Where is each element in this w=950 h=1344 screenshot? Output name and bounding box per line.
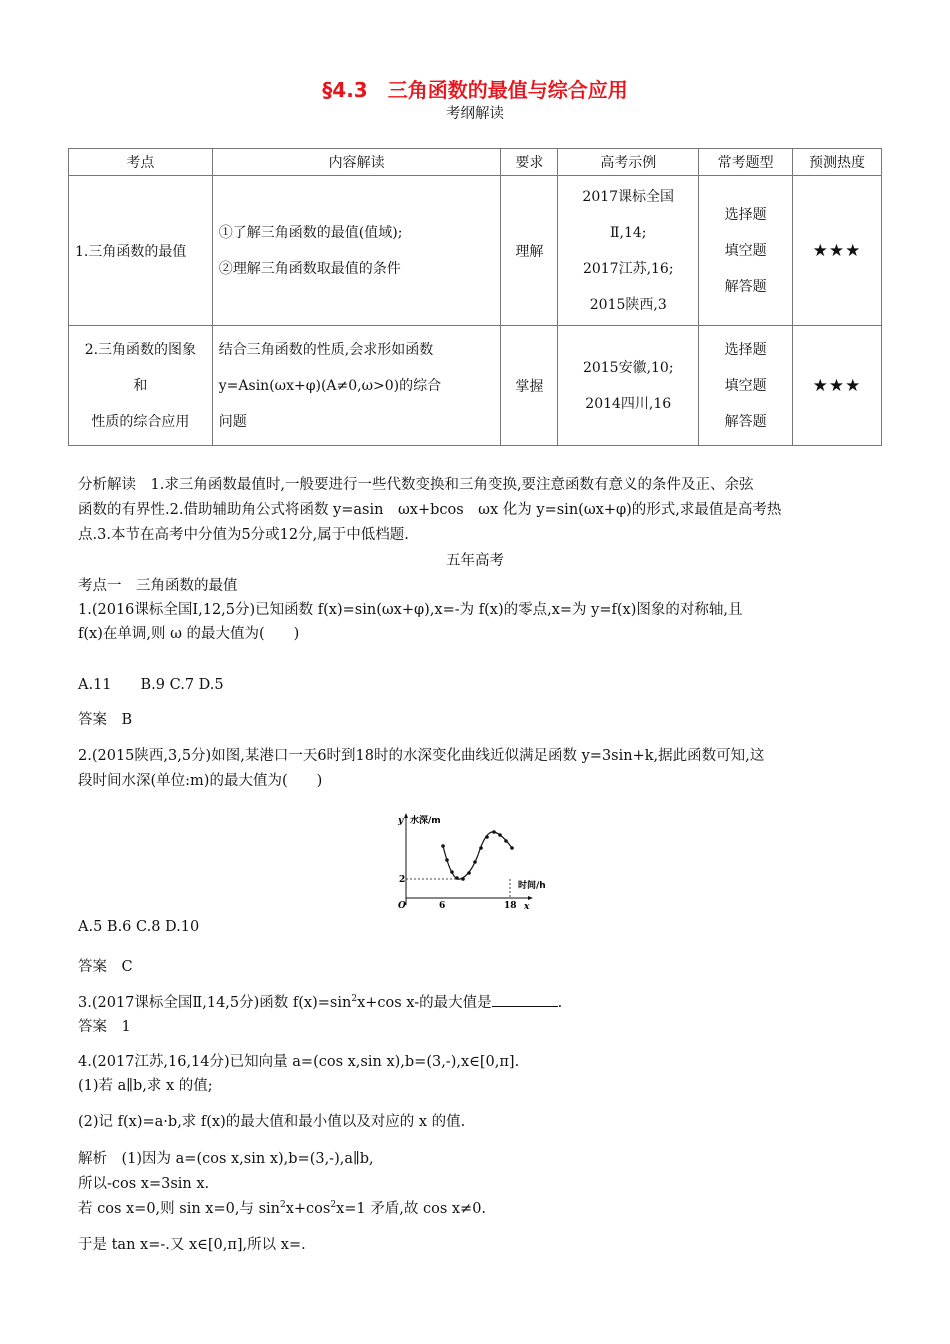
row2-topic bbox=[69, 326, 213, 446]
analysis-line: 点.3.本节在高考中分值为5分或12分,属于中低档题. bbox=[78, 527, 409, 543]
q2-options: A.5 B.6 C.8 D.10 bbox=[78, 919, 200, 935]
water-depth-figure bbox=[390, 810, 546, 912]
curve-point bbox=[504, 839, 508, 843]
header-requirement: 要求 bbox=[501, 149, 558, 176]
curve-point bbox=[510, 846, 514, 850]
row2-types bbox=[699, 326, 793, 446]
q4-line: 4.(2017江苏,16,14分)已知向量 a=(cos x,sin x),b=(3,-),x∈[0,π]. bbox=[78, 1054, 520, 1070]
example-line: 2015安徽,10; bbox=[582, 359, 674, 376]
sol3-c: x=1 矛盾,故 cos x≠0. bbox=[336, 1201, 487, 1217]
solution-line: 所以-cos x=3sin x. bbox=[78, 1176, 210, 1192]
q3-superscript: 2 bbox=[351, 994, 358, 1005]
row1-heat-stars: ★★★ bbox=[793, 176, 882, 326]
q3-answer: 答案 1 bbox=[78, 1019, 131, 1035]
curve-point bbox=[461, 877, 465, 881]
q3-text-before: 3.(2017课标全国Ⅱ,14,5分)函数 f(x)=sin bbox=[78, 995, 352, 1011]
q3-line bbox=[78, 991, 562, 1012]
solution-line: 于是 tan x=-.又 x∈[0,π],所以 x=. bbox=[78, 1237, 306, 1253]
type-line: 解答题 bbox=[724, 278, 767, 295]
exam-outline-table bbox=[68, 148, 882, 446]
tick-label-18: 18 bbox=[504, 901, 517, 911]
table-row bbox=[69, 326, 882, 446]
curve-point bbox=[485, 835, 489, 839]
curve-point bbox=[498, 833, 502, 837]
page-title: §4.3 三角函数的最值与综合应用 bbox=[322, 78, 628, 102]
curve-point bbox=[445, 858, 449, 862]
section-heading: 五年高考 bbox=[446, 553, 504, 569]
row1-requirement: 理解 bbox=[501, 176, 558, 326]
solution-line: 解析 (1)因为 a=(cos x,sin x),b=(3,-),a∥b, bbox=[78, 1151, 374, 1167]
q1-answer: 答案 B bbox=[78, 712, 133, 728]
content-line: 问题 bbox=[218, 413, 247, 430]
header-content: 内容解读 bbox=[212, 149, 501, 176]
example-line: 2014四川,16 bbox=[585, 395, 672, 412]
q1-options: A.11 B.9 C.7 D.5 bbox=[78, 677, 224, 693]
row2-requirement: 掌握 bbox=[501, 326, 558, 446]
q4-line: (1)若 a∥b,求 x 的值; bbox=[78, 1078, 213, 1094]
row1-types bbox=[699, 176, 793, 326]
content-line: ①了解三角函数的最值(值域); bbox=[218, 224, 403, 241]
page-subtitle: 考纲解读 bbox=[446, 106, 504, 122]
answer-blank bbox=[492, 992, 558, 1007]
row1-content bbox=[212, 176, 501, 326]
solution-line bbox=[78, 1197, 486, 1218]
sol3-superscript: 2 bbox=[280, 1200, 286, 1211]
x-axis-title: 时间/h bbox=[518, 881, 546, 891]
curve-point bbox=[479, 846, 483, 850]
row1-topic: 1.三角函数的最值 bbox=[69, 176, 213, 326]
topic-line: 2.三角函数的图象 bbox=[84, 341, 197, 358]
q4-line: (2)记 f(x)=a·b,求 f(x)的最大值和最小值以及对应的 x 的值. bbox=[78, 1114, 466, 1130]
topic-line: 性质的综合应用 bbox=[91, 413, 190, 430]
y-axis-arrow bbox=[404, 813, 408, 818]
q1-line: f(x)在单调,则 ω 的最大值为( ) bbox=[78, 626, 300, 642]
header-types: 常考题型 bbox=[699, 149, 793, 176]
sol3-superscript: 2 bbox=[330, 1200, 337, 1211]
x-axis-letter: x bbox=[524, 902, 530, 912]
sol3-a: 若 cos x=0,则 sin x=0,与 sin bbox=[78, 1201, 280, 1217]
type-line: 选择题 bbox=[724, 341, 767, 358]
type-line: 填空题 bbox=[724, 242, 767, 259]
example-line: 2015陕西,3 bbox=[589, 296, 667, 313]
header-topic: 考点 bbox=[69, 149, 213, 176]
q1-line: 1.(2016课标全国Ⅰ,12,5分)已知函数 f(x)=sin(ωx+φ),x=-为 f(x)的零点,x=为 y=f(x)图象的对称轴,且 bbox=[78, 602, 743, 618]
q2-answer: 答案 C bbox=[78, 959, 133, 975]
y-axis-letter: y bbox=[398, 816, 404, 826]
content-line: 结合三角函数的性质,会求形如函数 bbox=[218, 341, 434, 358]
q2-line: 段时间水深(单位:m)的最大值为( ) bbox=[78, 773, 323, 789]
q3-text-after: x+cos x-的最大值是 bbox=[357, 995, 492, 1011]
q2-line: 2.(2015陕西,3,5分)如图,某港口一天6时到18时的水深变化曲线近似满足函数 y=3sin+k,据此函数可知,这 bbox=[78, 748, 765, 764]
header-examples: 高考示例 bbox=[558, 149, 699, 176]
type-line: 填空题 bbox=[724, 377, 767, 394]
content-line: y=Asin(ωx+φ)(A≠0,ω>0)的综合 bbox=[218, 377, 442, 394]
type-line: 选择题 bbox=[724, 206, 767, 223]
analysis-line: 函数的有界性.2.借助辅助角公式将函数 y=asin ωx+bcos ωx 化为 y=sin(ωx+φ)的形式,求最值是高考热 bbox=[78, 502, 782, 518]
example-line: 2017课标全国 bbox=[582, 188, 675, 205]
content-line: ②理解三角函数取最值的条件 bbox=[218, 260, 401, 277]
curve-point bbox=[473, 860, 477, 864]
row1-examples bbox=[558, 176, 699, 326]
table-header-row bbox=[69, 149, 882, 176]
type-line: 解答题 bbox=[724, 413, 767, 430]
curve-point bbox=[467, 871, 471, 875]
row2-examples bbox=[558, 326, 699, 446]
origin-label: O bbox=[398, 901, 406, 911]
tick-label-6: 6 bbox=[439, 901, 446, 911]
tick-label-2: 2 bbox=[399, 875, 406, 885]
example-line: Ⅱ,14; bbox=[610, 224, 647, 241]
curve-point bbox=[455, 876, 459, 880]
topic-line: 和 bbox=[133, 377, 148, 394]
curve-point bbox=[441, 844, 445, 848]
example-line: 2017江苏,16; bbox=[582, 260, 674, 277]
row2-content bbox=[212, 326, 501, 446]
kaodian-heading: 考点一 三角函数的最值 bbox=[78, 578, 238, 594]
analysis-line: 分析解读 1.求三角函数最值时,一般要进行一些代数变换和三角变换,要注意函数有意义的条件及正、余弦 bbox=[78, 477, 754, 493]
sol3-b: x+cos bbox=[285, 1201, 331, 1217]
y-axis-title: 水深/m bbox=[410, 816, 441, 826]
curve-point bbox=[492, 830, 496, 834]
curve-point bbox=[450, 870, 454, 874]
header-heat: 预测热度 bbox=[793, 149, 882, 176]
table-row bbox=[69, 176, 882, 326]
x-axis-arrow bbox=[528, 896, 533, 900]
q3-text-end: . bbox=[557, 995, 563, 1011]
row2-heat-stars: ★★★ bbox=[793, 326, 882, 446]
